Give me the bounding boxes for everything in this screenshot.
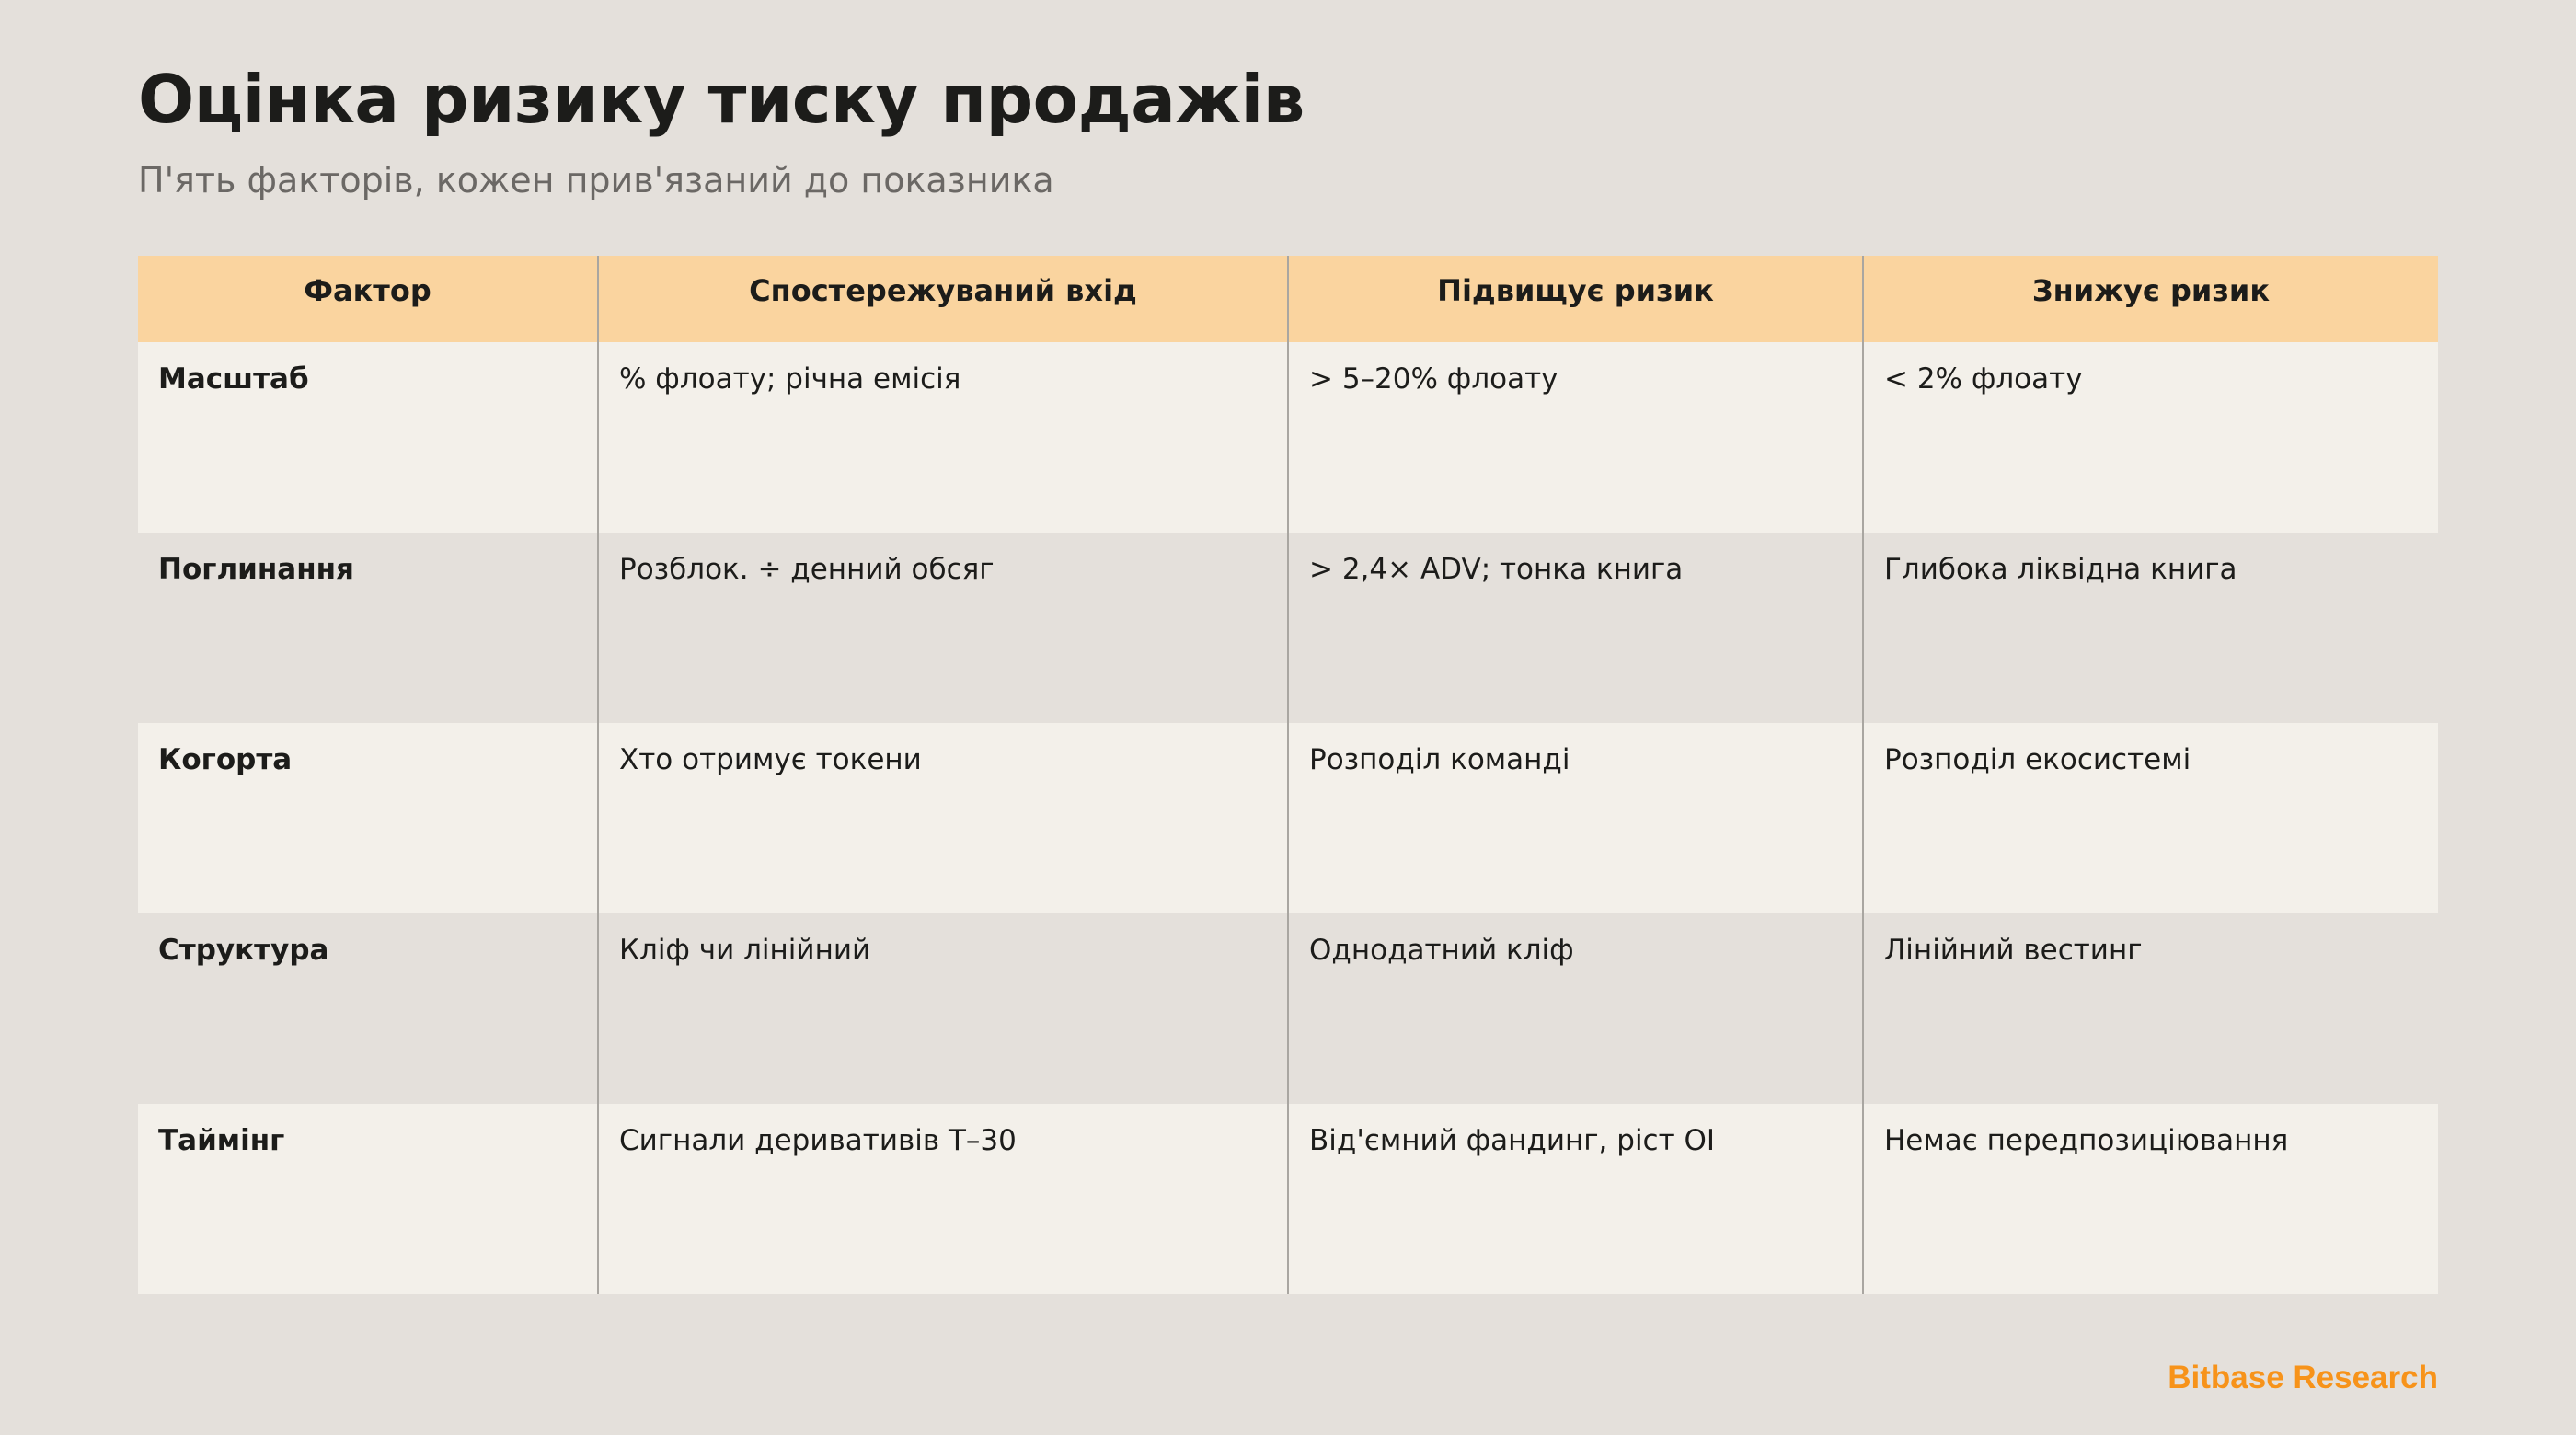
observed-input-cell: Хто отримує токени — [598, 723, 1288, 913]
table-row — [138, 342, 2438, 533]
header-increases-risk: Підвищує ризик — [1288, 256, 1863, 342]
header-factor: Фактор — [138, 256, 598, 342]
observed-input-cell: % флоату; річна емісія — [598, 342, 1288, 533]
table-header — [138, 256, 2438, 342]
table-body — [138, 342, 2438, 1294]
increases-risk-cell: > 5–20% флоату — [1288, 342, 1863, 533]
decreases-risk-cell: Глибока ліквідна книга — [1863, 533, 2438, 723]
page-title: Оцінка ризику тиску продажів — [138, 61, 1305, 138]
table-row — [138, 913, 2438, 1104]
table-row — [138, 1104, 2438, 1294]
decreases-risk-cell: < 2% флоату — [1863, 342, 2438, 533]
table-row — [138, 533, 2438, 723]
brand-logo-text: Bitbase Research — [2168, 1360, 2438, 1395]
header-observed-input: Спостережуваний вхід — [598, 256, 1288, 342]
increases-risk-cell: Від'ємний фандинг, ріст OI — [1288, 1104, 1863, 1294]
decreases-risk-cell: Немає передпозиціювання — [1863, 1104, 2438, 1294]
increases-risk-cell: > 2,4× ADV; тонка книга — [1288, 533, 1863, 723]
increases-risk-cell: Розподіл команді — [1288, 723, 1863, 913]
factor-cell: Поглинання — [138, 533, 598, 723]
factor-cell: Масштаб — [138, 342, 598, 533]
decreases-risk-cell: Лінійний вестинг — [1863, 913, 2438, 1104]
factor-cell: Когорта — [138, 723, 598, 913]
page-subtitle: П'ять факторів, кожен прив'язаний до показника — [138, 160, 1054, 201]
observed-input-cell: Розблок. ÷ денний обсяг — [598, 533, 1288, 723]
risk-factor-table — [138, 256, 2438, 1294]
header-decreases-risk: Знижує ризик — [1863, 256, 2438, 342]
increases-risk-cell: Однодатний кліф — [1288, 913, 1863, 1104]
factor-cell: Структура — [138, 913, 598, 1104]
table-header-row — [138, 256, 2438, 342]
observed-input-cell: Кліф чи лінійний — [598, 913, 1288, 1104]
table-row — [138, 723, 2438, 913]
decreases-risk-cell: Розподіл екосистемі — [1863, 723, 2438, 913]
observed-input-cell: Сигнали деривативів T–30 — [598, 1104, 1288, 1294]
factor-cell: Таймінг — [138, 1104, 598, 1294]
